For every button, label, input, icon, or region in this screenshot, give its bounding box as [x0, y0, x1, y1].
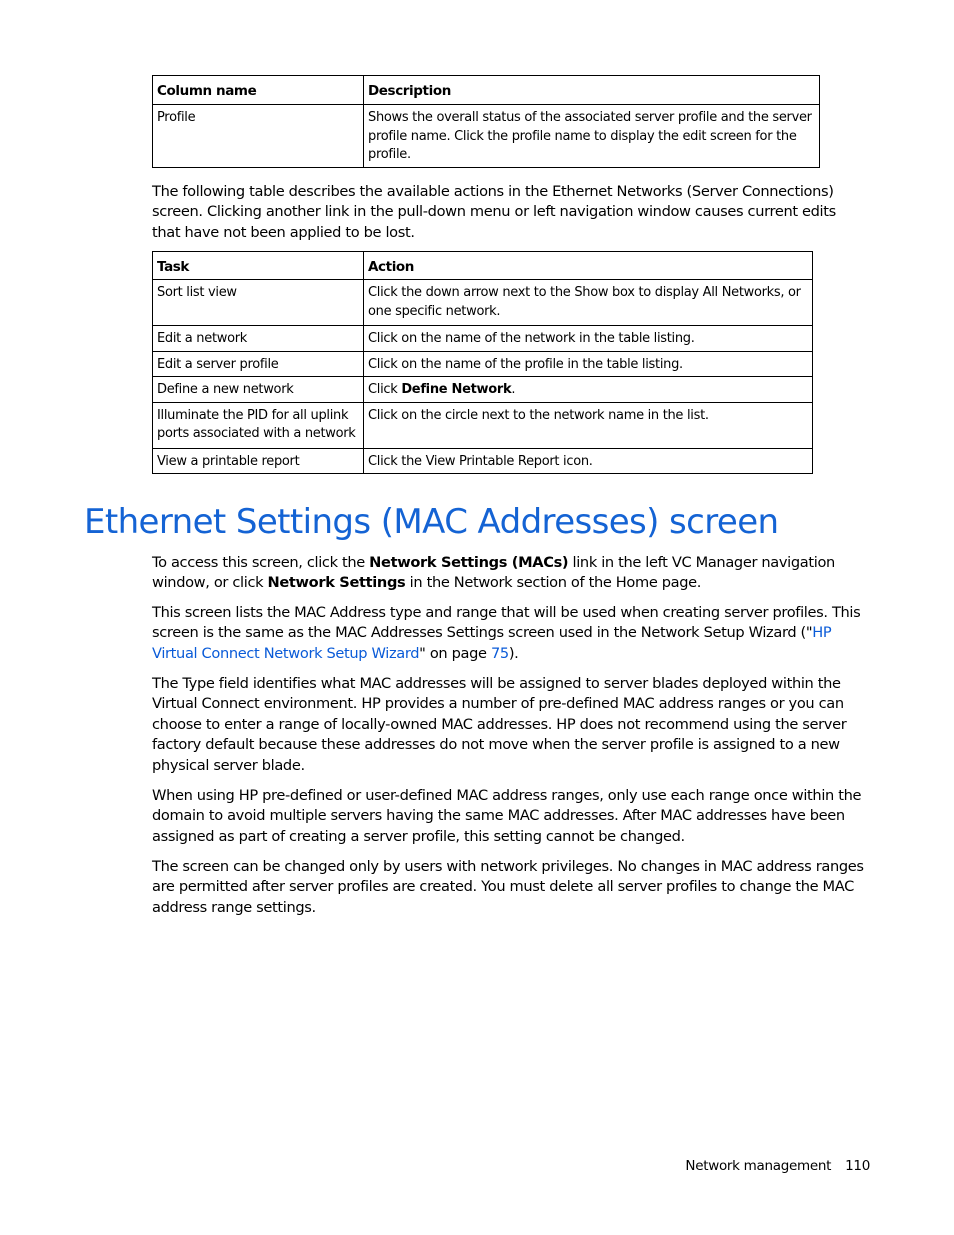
table-cell: Shows the overall status of the associated server profile and the server profile name. Click the profile name to display the edit screen for the profile. — [364, 105, 820, 168]
footer-section: Network management — [685, 1158, 832, 1174]
table-row — [153, 377, 813, 403]
access-paragraph — [152, 553, 868, 594]
paragraph-text: in the Network section of the Home page. — [405, 574, 702, 592]
range-usage-paragraph: When using HP pre-defined or user-defined MAC address ranges, only use each range once within the domain to avoid multiple servers having the same MAC addresses. After MAC addresses have been assigned as part of creating a server profile, this setting cannot be changed. — [152, 787, 862, 845]
column-header: Action — [364, 252, 813, 280]
table-row — [153, 105, 820, 168]
action-text: Click — [368, 382, 402, 397]
task-cell: Define a new network — [153, 377, 364, 403]
setup-wizard-link[interactable]: HP Virtual Connect Network Setup Wizard — [152, 624, 832, 662]
action-cell: Click the down arrow next to the Show box to display All Networks, or one specific network. — [364, 280, 813, 326]
network-settings-label: Network Settings — [267, 574, 406, 592]
action-cell — [364, 377, 813, 403]
action-text: . — [511, 382, 516, 397]
action-cell: Click on the circle next to the network name in the list. — [364, 402, 813, 448]
table-header-row — [153, 76, 820, 105]
paragraph-text: link in the left VC Manager navigation window, or click — [152, 554, 835, 592]
column-header: Description — [364, 76, 820, 105]
action-cell: Click the View Printable Report icon. — [364, 448, 813, 474]
paragraph-text: To access this screen, click the — [152, 554, 370, 571]
privileges-paragraph: The screen can be changed only by users with network privileges. No changes in MAC address ranges are permitted after server profiles are created. You must delete all server profiles to change the MAC address range settings. — [152, 858, 864, 916]
task-cell: Sort list view — [153, 280, 364, 326]
table-row — [153, 326, 813, 352]
table-row — [153, 402, 813, 448]
paragraph-text: ). — [508, 644, 519, 662]
table-row — [153, 280, 813, 326]
table-row — [153, 448, 813, 474]
task-cell: Edit a server profile — [153, 351, 364, 377]
table-row — [153, 351, 813, 377]
page-number: 110 — [845, 1158, 870, 1174]
task-action-table — [152, 251, 813, 474]
intro-paragraph: The following table describes the available actions in the Ethernet Networks (Server Connections) screen. Clicking another link in the pull-down menu or left navigation window causes current edits that have not been applied to be lost. — [152, 183, 836, 241]
network-settings-macs-label: Network Settings (MACs) — [369, 554, 569, 571]
column-header: Column name — [153, 76, 364, 105]
description-paragraph — [152, 603, 868, 664]
action-cell: Click on the name of the network in the table listing. — [364, 326, 813, 352]
page-link[interactable]: 75 — [490, 644, 509, 662]
page-footer — [685, 1158, 870, 1174]
column-header: Task — [153, 252, 364, 280]
section-heading: Ethernet Settings (MAC Addresses) screen — [84, 502, 779, 542]
task-cell: Illuminate the PID for all uplink ports associated with a network — [153, 402, 364, 448]
table-header-row — [153, 252, 813, 280]
column-description-table — [152, 75, 820, 168]
paragraph-text: " on page — [419, 644, 491, 662]
task-cell: View a printable report — [153, 448, 364, 474]
define-network-label: Define Network — [401, 382, 512, 397]
type-field-paragraph: The Type field identifies what MAC addresses will be assigned to server blades deployed within the Virtual Connect environment. HP provides a number of pre-defined MAC address ranges or you can choose to enter a range of locally-owned MAC addresses. HP does not recommend using the server factory default because these addresses do not move when the server profile is assigned to a new physical server blade. — [152, 675, 847, 774]
table-cell: Profile — [153, 105, 364, 168]
task-cell: Edit a network — [153, 326, 364, 352]
paragraph-text: This screen lists the MAC Address type and range that will be used when creating server profiles. This screen is the same as the MAC Addresses Settings screen used in the Network Setup Wizard (" — [152, 604, 861, 642]
action-cell: Click on the name of the profile in the table listing. — [364, 351, 813, 377]
